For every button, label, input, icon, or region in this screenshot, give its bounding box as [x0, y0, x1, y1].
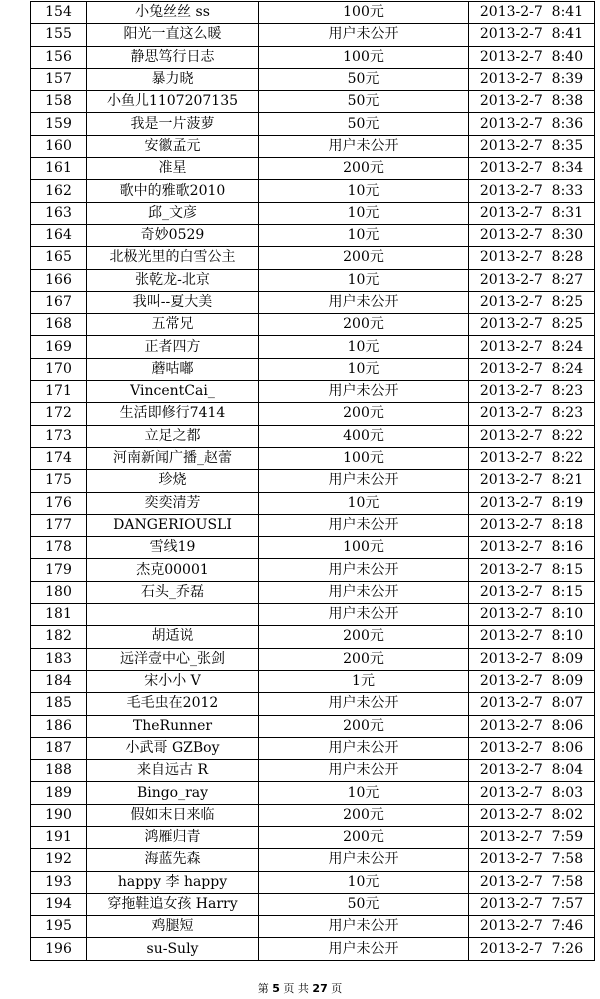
table-row [31, 358, 595, 380]
datetime-cell: 2013-2-7 8:04 [469, 760, 595, 782]
datetime-cell: 2013-2-7 8:23 [469, 403, 595, 425]
donor-name-cell: 阳光一直这么暖 [87, 24, 259, 46]
row-number-cell: 173 [31, 425, 87, 447]
donor-name-cell: happy 李 happy [87, 871, 259, 893]
table-row [31, 470, 595, 492]
row-number-cell: 185 [31, 693, 87, 715]
row-number-cell: 157 [31, 68, 87, 90]
table-row [31, 247, 595, 269]
amount-cell: 200元 [259, 826, 469, 848]
table-row [31, 224, 595, 246]
table-row [31, 849, 595, 871]
amount-cell: 10元 [259, 202, 469, 224]
row-number-cell: 174 [31, 447, 87, 469]
datetime-cell: 2013-2-7 8:24 [469, 336, 595, 358]
row-number-cell: 164 [31, 224, 87, 246]
footer-suffix: 页 [331, 982, 343, 995]
donor-name-cell: TheRunner [87, 715, 259, 737]
amount-cell: 200元 [259, 247, 469, 269]
donor-name-cell: 静思笃行日志 [87, 46, 259, 68]
donor-name-cell: 我叫--夏大美 [87, 291, 259, 313]
row-number-cell: 184 [31, 670, 87, 692]
donor-name-cell: 北极光里的白雪公主 [87, 247, 259, 269]
datetime-cell: 2013-2-7 8:18 [469, 514, 595, 536]
amount-cell: 10元 [259, 358, 469, 380]
datetime-cell: 2013-2-7 7:58 [469, 849, 595, 871]
amount-cell: 10元 [259, 224, 469, 246]
amount-cell: 用户未公开 [259, 135, 469, 157]
amount-cell: 用户未公开 [259, 693, 469, 715]
table-row [31, 403, 595, 425]
donor-name-cell: 安徽孟元 [87, 135, 259, 157]
table-row [31, 916, 595, 938]
table-row [31, 826, 595, 848]
row-number-cell: 188 [31, 760, 87, 782]
amount-cell: 50元 [259, 113, 469, 135]
row-number-cell: 194 [31, 893, 87, 915]
row-number-cell: 161 [31, 158, 87, 180]
donor-name-cell: 奇妙0529 [87, 224, 259, 246]
table-row [31, 336, 595, 358]
donor-name-cell: 毛毛虫在2012 [87, 693, 259, 715]
table-row [31, 604, 595, 626]
table-body [31, 2, 595, 961]
row-number-cell: 154 [31, 2, 87, 24]
amount-cell: 50元 [259, 91, 469, 113]
donor-name-cell: 假如末日来临 [87, 804, 259, 826]
table-row [31, 2, 595, 24]
donor-name-cell: 珍烧 [87, 470, 259, 492]
donor-name-cell: su-Suly [87, 938, 259, 960]
donor-name-cell: 邱_文彦 [87, 202, 259, 224]
donor-name-cell: 来自远古 R [87, 760, 259, 782]
datetime-cell: 2013-2-7 8:38 [469, 91, 595, 113]
donor-name-cell: 穿拖鞋追女孩 Harry [87, 893, 259, 915]
datetime-cell: 2013-2-7 8:22 [469, 447, 595, 469]
row-number-cell: 171 [31, 381, 87, 403]
amount-cell: 10元 [259, 336, 469, 358]
amount-cell: 10元 [259, 782, 469, 804]
datetime-cell: 2013-2-7 8:16 [469, 537, 595, 559]
donor-name-cell: 小武哥 GZBoy [87, 737, 259, 759]
table-row [31, 447, 595, 469]
row-number-cell: 176 [31, 492, 87, 514]
row-number-cell: 189 [31, 782, 87, 804]
table-row [31, 492, 595, 514]
donor-name-cell: 歌中的雅歌2010 [87, 180, 259, 202]
donor-name-cell: 鸡腿短 [87, 916, 259, 938]
amount-cell: 用户未公开 [259, 514, 469, 536]
datetime-cell: 2013-2-7 8:23 [469, 381, 595, 403]
amount-cell: 10元 [259, 269, 469, 291]
amount-cell: 用户未公开 [259, 381, 469, 403]
table-row [31, 68, 595, 90]
amount-cell: 50元 [259, 893, 469, 915]
row-number-cell: 159 [31, 113, 87, 135]
datetime-cell: 2013-2-7 7:57 [469, 893, 595, 915]
table-row [31, 291, 595, 313]
datetime-cell: 2013-2-7 8:19 [469, 492, 595, 514]
table-row [31, 514, 595, 536]
datetime-cell: 2013-2-7 8:02 [469, 804, 595, 826]
table-row [31, 537, 595, 559]
datetime-cell: 2013-2-7 8:30 [469, 224, 595, 246]
amount-cell: 用户未公开 [259, 559, 469, 581]
datetime-cell: 2013-2-7 8:21 [469, 470, 595, 492]
datetime-cell: 2013-2-7 8:25 [469, 291, 595, 313]
table-row [31, 893, 595, 915]
donor-name-cell: 杰克00001 [87, 559, 259, 581]
amount-cell: 用户未公开 [259, 916, 469, 938]
datetime-cell: 2013-2-7 8:40 [469, 46, 595, 68]
table-row [31, 938, 595, 960]
table-row [31, 158, 595, 180]
footer-middle: 页 共 [283, 982, 309, 995]
datetime-cell: 2013-2-7 8:39 [469, 68, 595, 90]
donor-name-cell: 奕奕清芳 [87, 492, 259, 514]
donor-name-cell: 张乾龙-北京 [87, 269, 259, 291]
donor-name-cell: 蘑咕嘟 [87, 358, 259, 380]
page-footer [0, 982, 600, 996]
datetime-cell: 2013-2-7 8:25 [469, 314, 595, 336]
row-number-cell: 190 [31, 804, 87, 826]
row-number-cell: 155 [31, 24, 87, 46]
datetime-cell: 2013-2-7 8:35 [469, 135, 595, 157]
footer-prefix: 第 [257, 982, 269, 995]
datetime-cell: 2013-2-7 8:41 [469, 24, 595, 46]
datetime-cell: 2013-2-7 7:26 [469, 938, 595, 960]
datetime-cell: 2013-2-7 8:31 [469, 202, 595, 224]
amount-cell: 用户未公开 [259, 581, 469, 603]
datetime-cell: 2013-2-7 8:28 [469, 247, 595, 269]
row-number-cell: 180 [31, 581, 87, 603]
donor-name-cell: 胡适说 [87, 626, 259, 648]
row-number-cell: 191 [31, 826, 87, 848]
donor-name-cell: 鸿雁归青 [87, 826, 259, 848]
donation-table [30, 1, 595, 961]
row-number-cell: 179 [31, 559, 87, 581]
amount-cell: 100元 [259, 537, 469, 559]
row-number-cell: 160 [31, 135, 87, 157]
datetime-cell: 2013-2-7 8:33 [469, 180, 595, 202]
table-row [31, 782, 595, 804]
datetime-cell: 2013-2-7 8:27 [469, 269, 595, 291]
row-number-cell: 168 [31, 314, 87, 336]
donor-name-cell: 我是一片菠萝 [87, 113, 259, 135]
table-row [31, 871, 595, 893]
table-row [31, 202, 595, 224]
donor-name-cell [87, 604, 259, 626]
table-row [31, 46, 595, 68]
table-row [31, 314, 595, 336]
datetime-cell: 2013-2-7 7:59 [469, 826, 595, 848]
amount-cell: 200元 [259, 403, 469, 425]
datetime-cell: 2013-2-7 8:03 [469, 782, 595, 804]
amount-cell: 200元 [259, 314, 469, 336]
datetime-cell: 2013-2-7 8:09 [469, 648, 595, 670]
table-row [31, 381, 595, 403]
row-number-cell: 170 [31, 358, 87, 380]
current-page-number: 5 [272, 982, 280, 995]
amount-cell: 用户未公开 [259, 470, 469, 492]
donor-name-cell: 小兔丝丝 ss [87, 2, 259, 24]
donor-name-cell: 暴力晓 [87, 68, 259, 90]
datetime-cell: 2013-2-7 8:09 [469, 670, 595, 692]
row-number-cell: 193 [31, 871, 87, 893]
donor-name-cell: 远洋壹中心_张剑 [87, 648, 259, 670]
amount-cell: 200元 [259, 158, 469, 180]
datetime-cell: 2013-2-7 8:07 [469, 693, 595, 715]
row-number-cell: 175 [31, 470, 87, 492]
table-row [31, 737, 595, 759]
datetime-cell: 2013-2-7 8:10 [469, 604, 595, 626]
table-row [31, 269, 595, 291]
datetime-cell: 2013-2-7 8:41 [469, 2, 595, 24]
row-number-cell: 165 [31, 247, 87, 269]
datetime-cell: 2013-2-7 8:15 [469, 559, 595, 581]
row-number-cell: 192 [31, 849, 87, 871]
donor-name-cell: 小鱼儿1107207135 [87, 91, 259, 113]
amount-cell: 10元 [259, 871, 469, 893]
table-row [31, 715, 595, 737]
row-number-cell: 167 [31, 291, 87, 313]
table-row [31, 670, 595, 692]
amount-cell: 用户未公开 [259, 604, 469, 626]
amount-cell: 100元 [259, 447, 469, 469]
table-row [31, 693, 595, 715]
amount-cell: 100元 [259, 2, 469, 24]
amount-cell: 200元 [259, 715, 469, 737]
row-number-cell: 162 [31, 180, 87, 202]
table-row [31, 180, 595, 202]
donor-name-cell: Bingo_ray [87, 782, 259, 804]
donor-name-cell: 正者四方 [87, 336, 259, 358]
datetime-cell: 2013-2-7 8:15 [469, 581, 595, 603]
donor-name-cell: 海蓝先森 [87, 849, 259, 871]
row-number-cell: 166 [31, 269, 87, 291]
donor-name-cell: DANGERIOUSLI [87, 514, 259, 536]
donor-name-cell: 五常兄 [87, 314, 259, 336]
table-row [31, 804, 595, 826]
amount-cell: 用户未公开 [259, 938, 469, 960]
table-row [31, 113, 595, 135]
table-row [31, 626, 595, 648]
table-row [31, 648, 595, 670]
row-number-cell: 181 [31, 604, 87, 626]
row-number-cell: 195 [31, 916, 87, 938]
amount-cell: 10元 [259, 180, 469, 202]
datetime-cell: 2013-2-7 8:22 [469, 425, 595, 447]
datetime-cell: 2013-2-7 8:24 [469, 358, 595, 380]
row-number-cell: 169 [31, 336, 87, 358]
row-number-cell: 196 [31, 938, 87, 960]
amount-cell: 200元 [259, 626, 469, 648]
amount-cell: 用户未公开 [259, 24, 469, 46]
donor-name-cell: 河南新闻广播_赵蕾 [87, 447, 259, 469]
table-row [31, 91, 595, 113]
row-number-cell: 163 [31, 202, 87, 224]
donor-name-cell: 石头_乔磊 [87, 581, 259, 603]
table-row [31, 760, 595, 782]
row-number-cell: 156 [31, 46, 87, 68]
row-number-cell: 182 [31, 626, 87, 648]
amount-cell: 用户未公开 [259, 849, 469, 871]
row-number-cell: 187 [31, 737, 87, 759]
amount-cell: 100元 [259, 46, 469, 68]
row-number-cell: 177 [31, 514, 87, 536]
amount-cell: 200元 [259, 804, 469, 826]
amount-cell: 1元 [259, 670, 469, 692]
amount-cell: 用户未公开 [259, 291, 469, 313]
donor-name-cell: 准星 [87, 158, 259, 180]
row-number-cell: 183 [31, 648, 87, 670]
donor-name-cell: 雪线19 [87, 537, 259, 559]
row-number-cell: 186 [31, 715, 87, 737]
amount-cell: 10元 [259, 492, 469, 514]
datetime-cell: 2013-2-7 7:46 [469, 916, 595, 938]
table-row [31, 24, 595, 46]
table-row [31, 559, 595, 581]
datetime-cell: 2013-2-7 8:36 [469, 113, 595, 135]
donor-name-cell: VincentCai_ [87, 381, 259, 403]
datetime-cell: 2013-2-7 8:06 [469, 737, 595, 759]
datetime-cell: 2013-2-7 8:34 [469, 158, 595, 180]
amount-cell: 200元 [259, 648, 469, 670]
amount-cell: 用户未公开 [259, 737, 469, 759]
datetime-cell: 2013-2-7 8:10 [469, 626, 595, 648]
donor-name-cell: 宋小小 V [87, 670, 259, 692]
datetime-cell: 2013-2-7 7:58 [469, 871, 595, 893]
table-row [31, 135, 595, 157]
table-row [31, 425, 595, 447]
donor-name-cell: 立足之都 [87, 425, 259, 447]
amount-cell: 400元 [259, 425, 469, 447]
amount-cell: 用户未公开 [259, 760, 469, 782]
row-number-cell: 178 [31, 537, 87, 559]
amount-cell: 50元 [259, 68, 469, 90]
row-number-cell: 158 [31, 91, 87, 113]
donor-name-cell: 生活即修行7414 [87, 403, 259, 425]
row-number-cell: 172 [31, 403, 87, 425]
total-page-count: 27 [312, 982, 328, 995]
datetime-cell: 2013-2-7 8:06 [469, 715, 595, 737]
table-row [31, 581, 595, 603]
